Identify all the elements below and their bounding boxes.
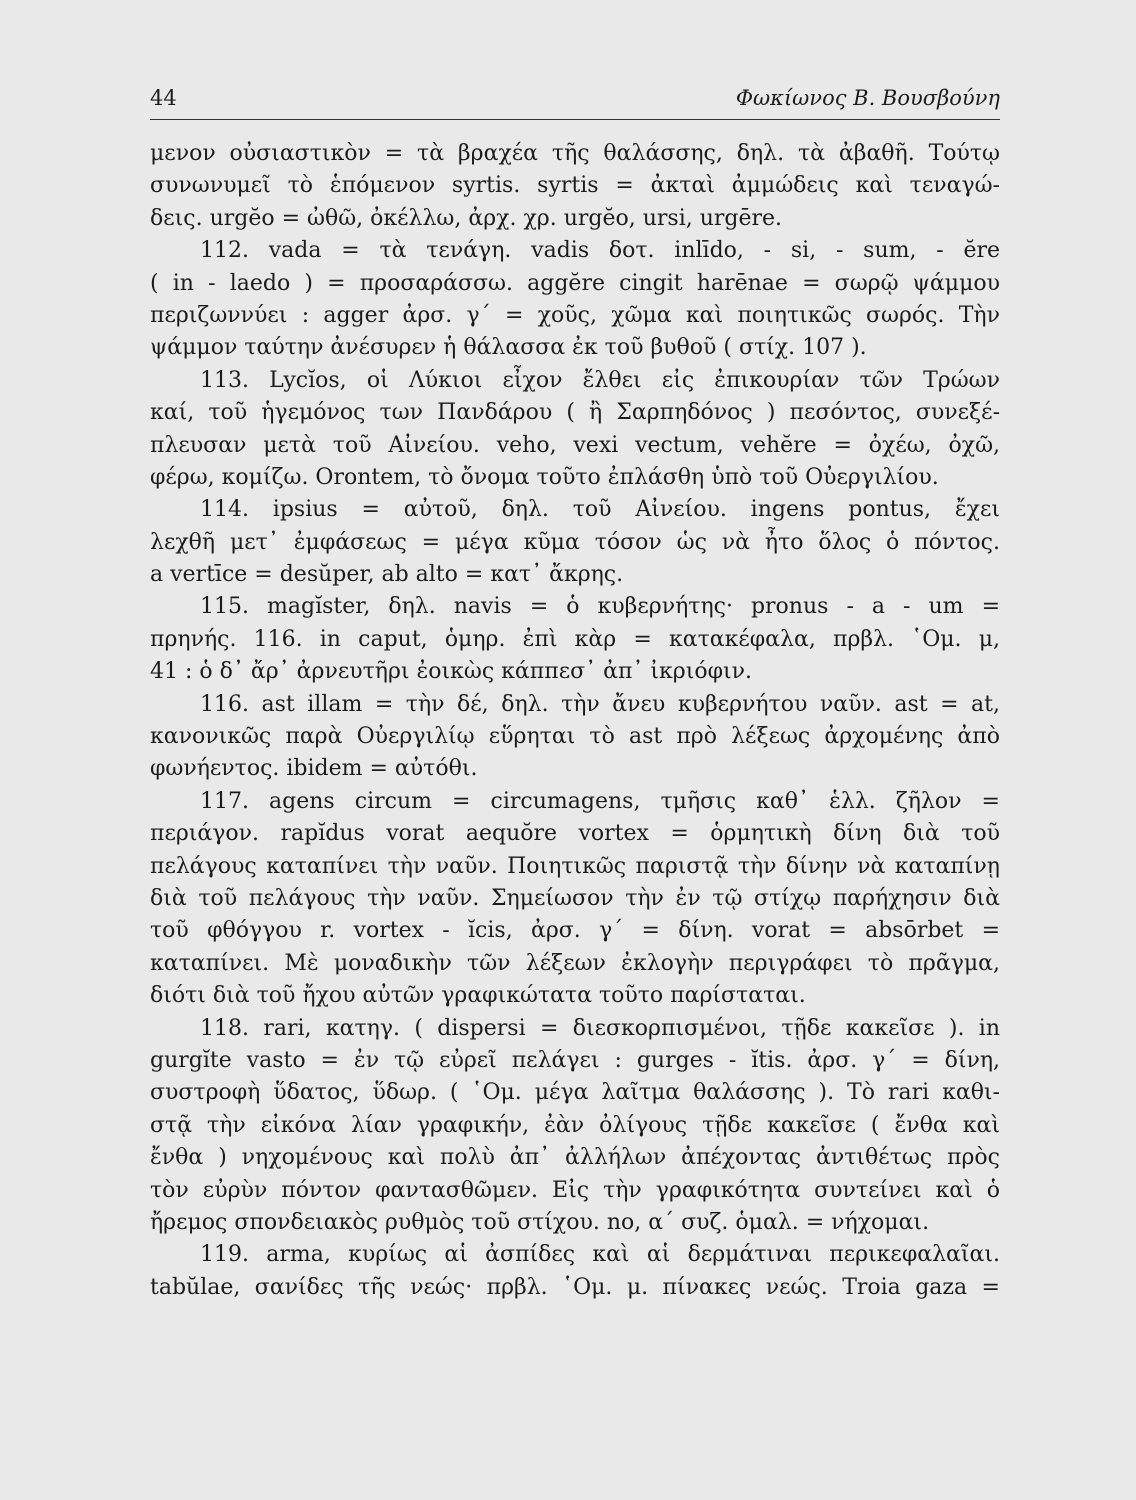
text-line: 116. ast illam = τὴν δέ, δηλ. τὴν ἄνευ κυβερνήτου ναῦν. ast = at, [200, 691, 1000, 717]
text-line: διότι διὰ τοῦ ἤχου αὐτῶν γραφικώτατα τοῦτο παρίσταται. [150, 983, 806, 1009]
text-line: 112. vada = τὰ τενάγη. vadis δοτ. inlīdo, - si, - sum, - ĕre [200, 238, 1000, 264]
text-line: 114. ipsius = αὐτοῦ, δηλ. τοῦ Αἰνείου. ingens pontus, ἔχει [200, 497, 1000, 523]
text-line: πρηνής. 116. in caput, ὁμηρ. ἐπὶ κὰρ = κατακέφαλα, πρβλ. ῾Ομ. μ, [150, 626, 1000, 652]
text-line: συνωνυμεῖ τὸ ἑπόμενον syrtis. syrtis = ἀκταὶ ἀμμώδεις καὶ τεναγώ- [150, 173, 1000, 199]
text-line: ( in - laedo ) = προσαράσσω. aggĕre cingit harēnae = σωρῷ ψάμμου [150, 270, 1000, 296]
text-line: 115. magĭster, δηλ. navis = ὁ κυβερνήτης· pronus - a - um = [200, 594, 1000, 620]
text-line: φωνήεντος. ibidem = αὐτόθι. [150, 756, 478, 782]
text-line: ἤρεμος σπονδειακὸς ρυθμὸς τοῦ στίχου. no, α΄ συζ. ὁμαλ. = νήχομαι. [150, 1209, 930, 1235]
text-line: καί, τοῦ ἡγεμόνος των Πανδάρου ( ἢ Σαρπηδόνος ) πεσόντος, συνεξέ- [150, 400, 1000, 426]
text-line: 118. rari, κατηγ. ( dispersi = διεσκορπισμένοι, τῇδε κακεῖσε ). in [200, 1015, 1000, 1041]
body-text [150, 138, 1000, 1304]
text-line: 119. arma, κυρίως αἱ ἀσπίδες καὶ αἱ δερμάτιναι περικεφαλαῖαι. [200, 1242, 1000, 1268]
text-line: πλευσαν μετὰ τοῦ Αἰνείου. veho, vexi vectum, vehĕre = ὀχέω, ὀχῶ, [150, 432, 1000, 458]
page-number: 44 [150, 86, 177, 110]
text-line: διὰ τοῦ πελάγους τὴν ναῦν. Σημείωσον τὴν ἐν τῷ στίχῳ παρήχησιν διὰ [150, 885, 1000, 911]
text-line: συστροφὴ ὕδατος, ὕδωρ. ( ῾Ομ. μέγα λαῖτμα θαλάσσης ). Τὸ rari καθι- [150, 1080, 1000, 1106]
text-line: δεις. urgĕo = ὠθῶ, ὀκέλλω, ἀρχ. χρ. urgĕo, ursi, urgēre. [150, 205, 783, 231]
text-line: κανονικῶς παρὰ Οὐεργιλίῳ εὕρηται τὸ ast πρὸ λέξεως ἀρχομένης ἀπὸ [150, 724, 1000, 750]
text-line: 117. agens circum = circumagens, τμῆσις καθ᾽ ἑλλ. ζῆλον = [200, 788, 1000, 814]
running-head: Φωκίωνος Β. Βουσβούνη [735, 86, 1000, 110]
header-rule [150, 119, 1000, 120]
text-line: φέρω, κομίζω. Orontem, τὸ ὄνομα τοῦτο ἐπλάσθη ὑπὸ τοῦ Οὐεργιλίου. [150, 464, 939, 490]
text-line: ἔνθα ) νηχομένους καὶ πολὺ ἀπ᾽ ἀλλήλων ἀπέχοντας ἀντιθέτως πρὸς [150, 1145, 1000, 1171]
text-line: λεχθῆ μετ᾽ ἐμφάσεως = μέγα κῦμα τόσον ὡς νὰ ἦτο ὅλος ὁ πόντος. [150, 529, 1000, 555]
text-line: ψάμμον ταύτην ἀνέσυρεν ἡ θάλασσα ἐκ τοῦ βυθοῦ ( στίχ. 107 ). [150, 335, 867, 361]
text-line: καταπίνει. Μὲ μοναδικὴν τῶν λέξεων ἐκλογὴν περιγράφει τὸ πρᾶγμα, [150, 950, 1000, 976]
text-line: 41 : ὁ δ᾽ ἄρ᾽ ἀρνευτῆρι ἐοικὼς κάππεσ᾽ ἀπ᾽ ἰκριόφιν. [150, 659, 752, 685]
text-line: στᾷ τὴν εἰκόνα λίαν γραφικήν, ἐὰν ὀλίγους τῇδε κακεῖσε ( ἔνθα καὶ [150, 1112, 1000, 1138]
text-line: τὸν εὐρὺν πόντον φαντασθῶμεν. Εἰς τὴν γραφικότητα συντείνει καὶ ὁ [150, 1177, 1000, 1203]
text-line: περιζωννύει : agger ἀρσ. γ΄ = χοῦς, χῶμα καὶ ποιητικῶς σωρός. Τὴν [150, 302, 1000, 328]
text-line: tabŭlae, σανίδες τῆς νεώς· πρβλ. ῾Ομ. μ. πίνακες νεώς. Troia gaza = [150, 1274, 1000, 1300]
text-line: τοῦ φθόγγου r. vortex - ĭcis, ἀρσ. γ΄ = δίνη. vorat = absōrbet = [150, 918, 1000, 944]
text-line: πελάγους καταπίνει τὴν ναῦν. Ποιητικῶς παριστᾷ τὴν δίνην νὰ καταπίνῃ [150, 853, 1000, 879]
text-line: 113. Lycĭos, οἱ Λύκιοι εἶχον ἔλθει εἰς ἐπικουρίαν τῶν Τρώων [200, 367, 1000, 393]
text-line: a vertīce = desŭper, ab alto = κατ᾽ ἄκρης. [150, 562, 624, 588]
text-line: περιάγον. rapĭdus vorat aequŏre vortex = ὁρμητικὴ δίνη διὰ τοῦ [150, 821, 1000, 847]
text-line: gurgĭte vasto = ἐν τῷ εὐρεῖ πελάγει : gurges - ĭtis. ἀρσ. γ΄ = δίνη, [150, 1047, 1000, 1073]
text-line: μενον οὐσιαστικὸν = τὰ βραχέα τῆς θαλάσσης, δηλ. τὰ ἀβαθῆ. Τούτῳ [150, 141, 1000, 166]
page-header [150, 82, 1000, 116]
